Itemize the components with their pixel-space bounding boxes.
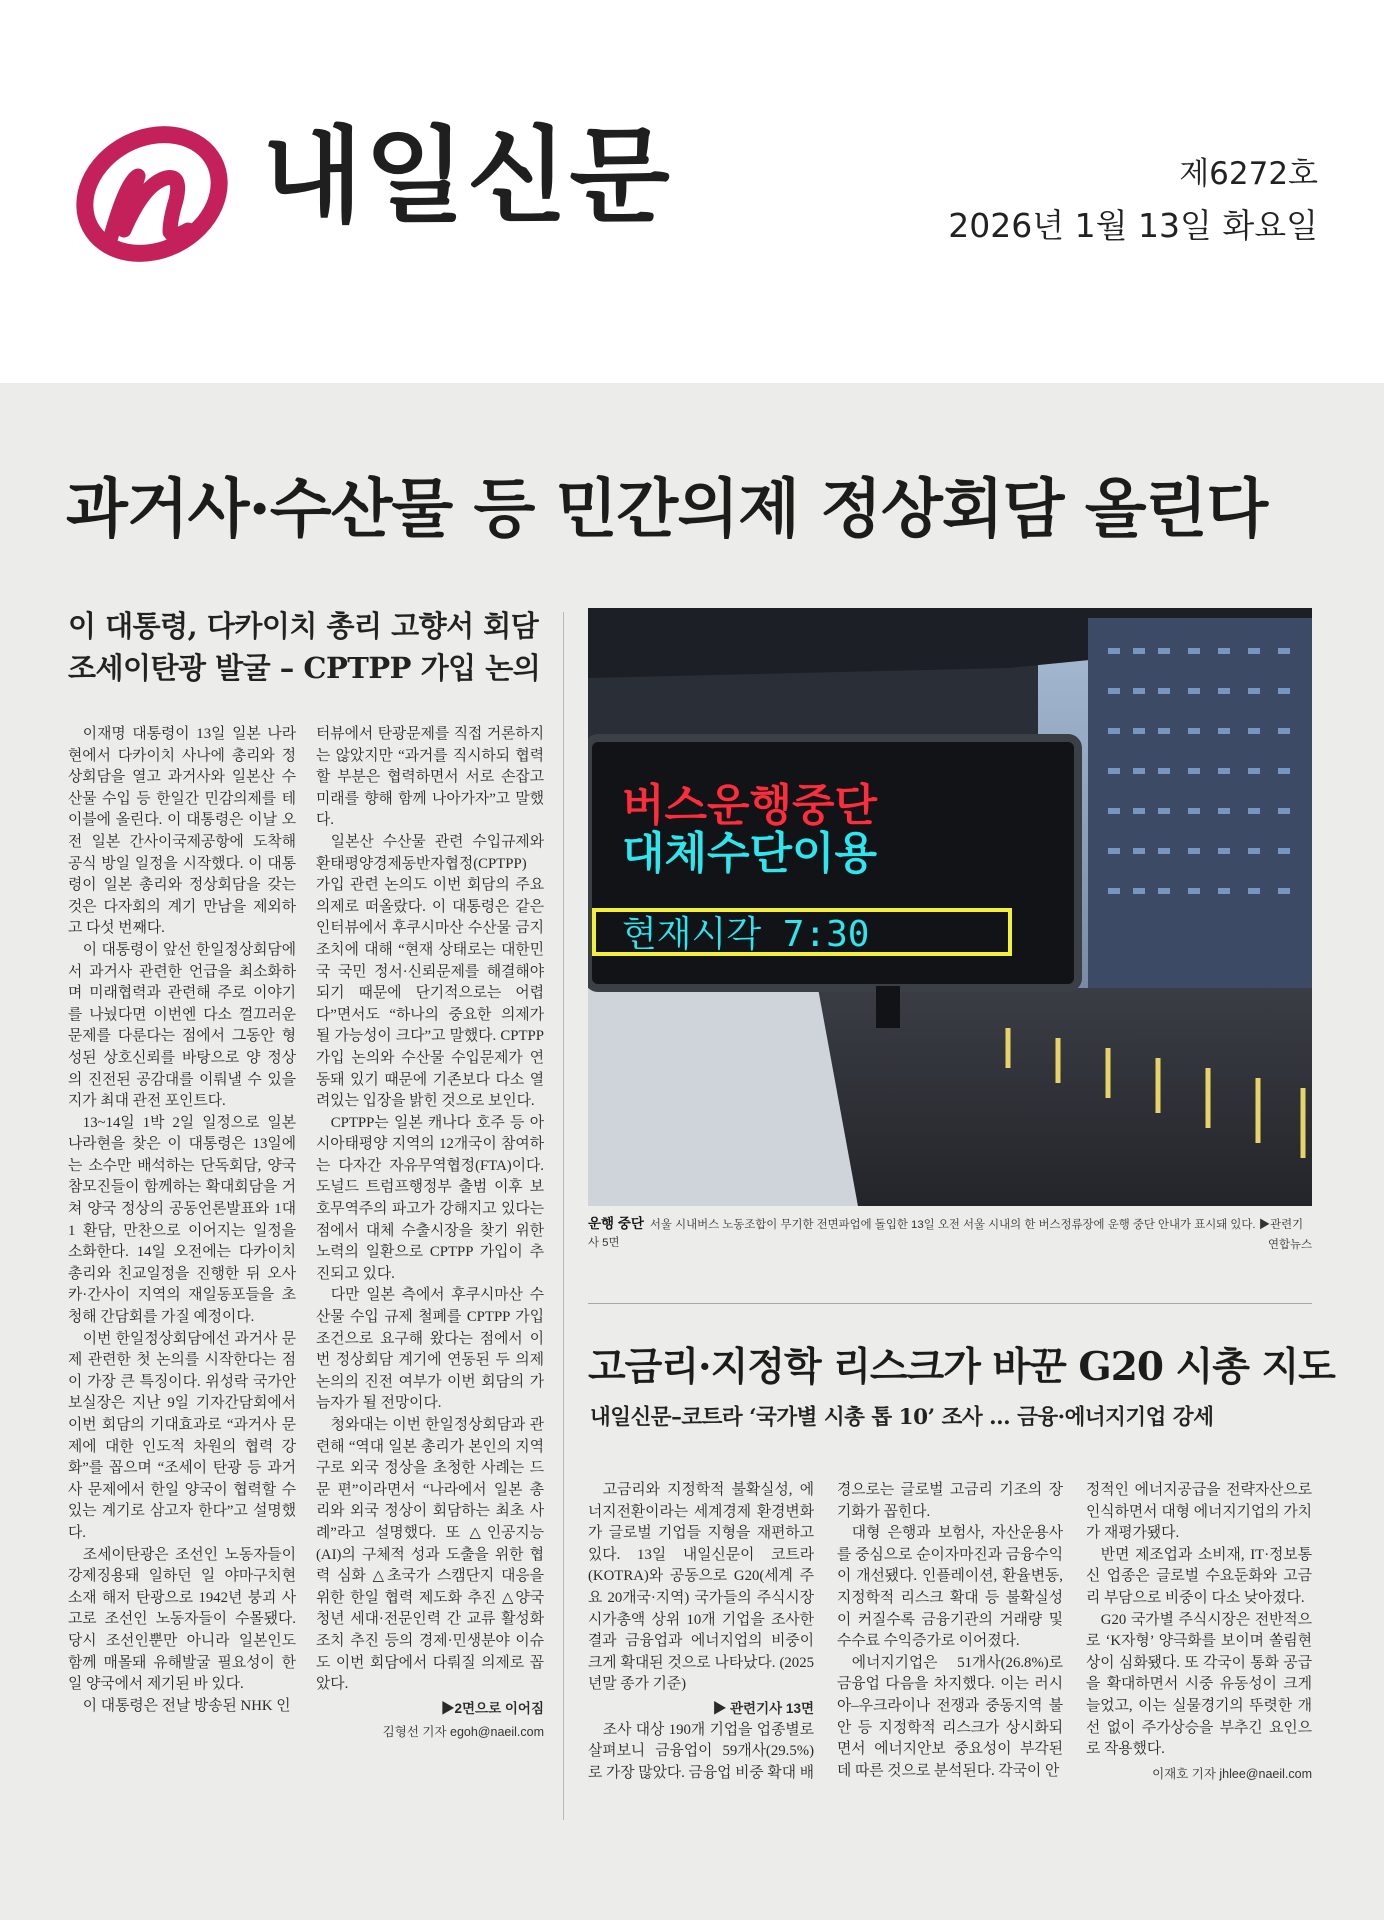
second-subhead: 내일신문–코트라 ‘국가별 시총 톱 10’ 조사 … 금융·에너지기업 강세 (590, 1405, 1214, 1430)
issue-number: 제6272호 (1179, 156, 1318, 192)
lead-subhead-1: 이 대통령, 다카이치 총리 고향서 회담 (68, 609, 539, 643)
lead-byline: 김형선 기자 egoh@naeil.com (382, 1725, 544, 1740)
continue-note: ▶2면으로 이어짐 (440, 1700, 544, 1716)
paragraph: 조사 대상 190개 기업을 업종별로 살펴보니 금융업이 59개사(29.5%)로 가장 많았다. 금융업 비중 확대 배 (588, 1721, 815, 1781)
paragraph: 고금리와 지정학적 불확실성, 에너지전환이라는 세계경제 환경변화가 글로벌 기업들 지형을 재편하고 있다. 13일 내일신문이 코트라(KOTRA)와 공동으로 G20(세계 주요 20개국·지역) 국가들의 주식시장 시가총액 상위 10개 기업을 조사한 결과 금융업과 에너지업의 비중이 크게 확대된 것으로 나타났다. (2025년말 종가 기준) (588, 1482, 814, 1693)
lead-column-1 (68, 724, 296, 1717)
paragraph: 청와대는 이번 한일정상회담과 관련해 “역대 일본 총리가 본인의 지역구로 외국 정상을 초청한 사례는 드문 편”이라면서 “나라에서 일본 총리와 외국 정상이 회담하는 최초 사례”라고 설명했다. 또 △인공지능(AI)의 구체적 성과 도출을 위한 협력 심화 △초국가 스캠단지 대응을 위한 한일 협력 제도화 추진 △양국 청년 세대·전문인력 간 교류 활성화 조치 추진 등의 경제·민생분야 이슈도 이번 회담에서 다뤄질 의제로 꼽았다. (316, 1417, 544, 1693)
paragraph: G20 국가별 주식시장은 전반적으로 ‘K자형’ 양극화를 보이며 쏠림현상이 심화됐다. 또 각국이 통화 공급을 확대하면서 시중 유동성이 크게 늘었고, 이는 실물경기의 뚜렷한 개선 없이 주가상승을 부추긴 요인으로 작용했다. (1086, 1611, 1312, 1758)
paragraph: 이재명 대통령이 13일 일본 나라현에서 다카이치 사나에 총리와 정상회담을 열고 과거사와 일본산 수산물 수입 등 한일간 민감의제를 테이블에 올린다. 이 대통령은 이날 오전 일본 간사이국제공항에 도착해 공식 방일 일정을 시작했다. 이 대통령이 일본 총리와 정상회담을 갖는 것은 다자회의 계기 만남을 제외하고 다섯 번째다. (68, 726, 296, 937)
paragraph: 터뷰에서 탄광문제를 직접 거론하지는 않았지만 “과거를 직시하되 협력할 부분은 협력하면서 서로 손잡고 미래를 향해 함께 나아가자”고 말했다. (316, 726, 544, 829)
second-headline: 고금리·지정학 리스크가 바꾼 G20 시총 지도 (588, 1344, 1335, 1390)
bus-stop-photo (588, 608, 1312, 1206)
paragraph: 에너지기업은 51개사(26.8%)로 금융업 다음을 차지했다. 이는 러시아–우크라이나 전쟁과 중동지역 불안 등 지정학적 리스크가 상시화되면서 에너지안보 중요성이 부각된 데 따른 것으로 분석된다. 각국이 안 (837, 1654, 1063, 1779)
paragraph: 정적인 에너지공급을 전략자산으로 인식하면서 대형 에너지기업의 가치가 재평가됐다. (1086, 1482, 1312, 1542)
column-divider (563, 612, 564, 1820)
newspaper-title: 내일신문 (262, 115, 672, 237)
paragraph: 경으로는 글로벌 고금리 기조의 장기화가 꼽힌다. (837, 1482, 1063, 1520)
issue-date: 2026년 1월 13일 화요일 (948, 206, 1318, 245)
masthead (0, 0, 1384, 383)
section-rule (588, 1303, 1312, 1304)
lead-subhead-2: 조세이탄광 발굴 – CPTPP 가입 논의 (68, 651, 541, 685)
paragraph: 이 대통령은 전날 방송된 NHK 인 (82, 1697, 291, 1714)
paragraph: 13~14일 1박 2일 일정으로 일본 나라현을 찾은 이 대통령은 13일에는 소수만 배석하는 단독회담, 양국 참모진들이 함께하는 확대회담을 거쳐 양국 정상의 공동언론발표와 1대 1 환담, 만찬으로 이어지는 일정을 소화한다. 14일 오전에는 다카이치 총리와 친교일정을 진행한 뒤 오사카·간사이 지역의 재일동포들을 초청해 간담회를 가질 예정이다. (68, 1114, 296, 1326)
photo-credit: 연합뉴스 (1267, 1239, 1312, 1251)
second-column-1 (588, 1480, 814, 1784)
paragraph: 이번 한일정상회담에선 과거사 문제 관련한 첫 논의를 시작한다는 점이 가장 큰 특징이다. 위성락 국가안보실장은 지난 9일 기자간담회에서 이번 회담의 기대효과로 “과거사 문제에 대한 인도적 차원의 협력 강화”를 꼽으며 “조세이 탄광 등 과거사 문제에서 한일 양국이 협력할 수 있는 계기로 삼고자 한다”고 설명했다. (68, 1330, 296, 1541)
paragraph: 반면 제조업과 소비재, IT·정보통신 업종은 글로벌 수요둔화와 고금리 부담으로 비중이 다소 낮아졌다. (1086, 1546, 1312, 1606)
lead-headline: 과거사·수산물 등 민간의제 정상회담 올린다 (66, 472, 1268, 547)
paragraph: 조세이탄광은 조선인 노동자들이 강제징용돼 일하던 일 야마구치현 소재 해저 탄광으로 1942년 붕괴 사고로 조선인 노동자들이 수몰됐다. 당시 조선인뿐만 아니라 일본인도 함께 매몰돼 유해발굴 필요성이 한일 양국에서 제기된 바 있다. (68, 1546, 296, 1693)
second-column-3 (1086, 1480, 1312, 1785)
paragraph: 이 대통령이 앞선 한일정상회담에서 과거사 관련한 언급을 최소화하며 미래협력과 관련해 주로 이야기를 나눴다면 이번엔 다소 껄끄러운 문제를 다룬다는 점에서 그동안 형성된 상호신뢰를 바탕으로 양 정상의 진전된 공감대를 이뤄낼 수 있을지가 최대 관전 포인트다. (68, 941, 296, 1110)
paragraph: 일본산 수산물 관련 수입규제와 환태평양경제동반자협정(CPTPP) 가입 관련 논의도 이번 회담의 주요 의제로 떠올랐다. 이 대통령은 같은 인터뷰에서 후쿠시마산 수산물 금지 조치에 대해 “현재 상태로는 대한민국 국민 정서·신뢰문제를 해결해야 되기 때문에 단기적으로는 어렵다”면서도 “하나의 중요한 의제가 될 가능성이 크다”고 말했다. CPTPP 가입 논의와 수산물 수입문제가 연동돼 있기 때문에 기존보다 다소 열려있는 입장을 밝힌 것으로 보인다. (316, 833, 544, 1110)
related-article-ref: ▶ 관련기사 13면 (712, 1700, 814, 1716)
second-column-2 (837, 1480, 1063, 1782)
caption-title: 운행 중단 (588, 1216, 644, 1231)
sign-line-3: 현재시각 7:30 (622, 914, 870, 955)
paragraph: CPTPP는 일본 캐나다 호주 등 아시아태평양 지역의 12개국이 참여하는 다자간 자유무역협정(FTA)이다. 도널드 트럼프행정부 출범 이후 보호무역주의 파고가 강해지고 있다는 점에서 대체 수출시장을 찾기 위한 노력의 일환으로 CPTPP 가입이 추진되고 있다. (316, 1114, 544, 1282)
naeil-logo-icon (66, 112, 242, 272)
photo-illustration (588, 608, 1312, 1206)
caption-text: 서울 시내버스 노동조합이 무기한 전면파업에 돌입한 13일 오전 서울 시내의 한 버스정류장에 운행 중단 안내가 표시돼 있다. ▶관련기사 5면 (588, 1219, 1304, 1249)
photo-caption (588, 1215, 1312, 1252)
sign-line-1: 버스운행중단 (622, 780, 878, 831)
sign-line-2: 대체수단이용 (622, 828, 878, 879)
lead-column-2 (316, 724, 544, 1744)
paragraph: 다만 일본 측에서 후쿠시마산 수산물 수입 규제 철폐를 CPTPP 가입 조건으로 요구해 왔다는 점에서 이번 정상회담 계기에 연동된 두 의제 논의의 진전 여부가 이번 회담의 가늠자가 될 전망이다. (316, 1287, 544, 1412)
paragraph: 대형 은행과 보험사, 자산운용사를 중심으로 순이자마진과 금융수익이 개선됐다. 인플레이션, 환율변동, 지정학적 리스크 확대 등 불확실성이 커질수록 금융기관의 거래량 및 수수료 수익증가로 이어졌다. (837, 1525, 1063, 1650)
second-byline: 이재호 기자 jhlee@naeil.com (1152, 1766, 1312, 1781)
